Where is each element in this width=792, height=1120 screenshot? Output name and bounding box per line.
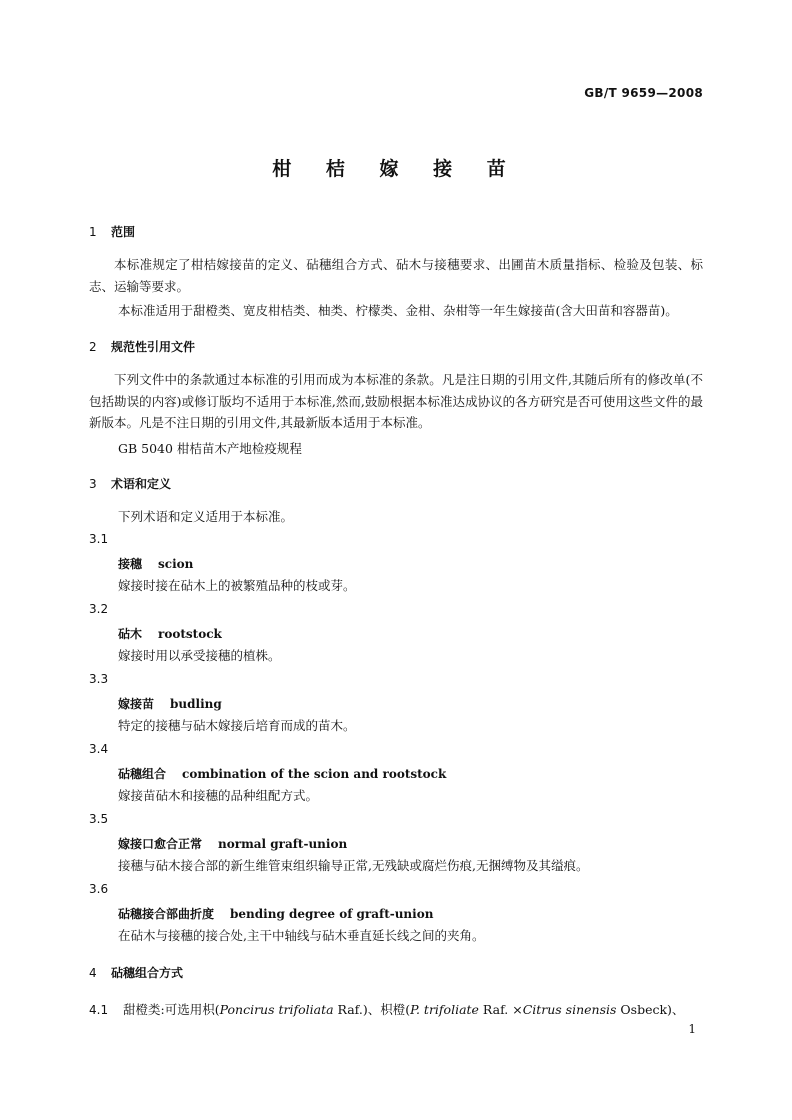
section-3-heading [89,475,171,492]
term-definition: 特定的接穗与砧木嫁接后培育而成的苗木。 [118,718,356,733]
latin-name: Citrus sinensis [522,1002,617,1017]
term-definition: 嫁接时接在砧木上的被繁殖品种的枝或芽。 [118,578,356,593]
clause-number: 3.1 [89,532,109,546]
section-4-heading [89,964,183,981]
section-title: 规范性引用文件 [111,340,196,354]
standard-number: GB/T 9659—2008 [584,86,703,100]
page-number: 1 [688,1022,696,1036]
clause-number: 3.4 [89,742,109,756]
term-definition: 在砧木与接穗的接合处,主干中轴线与砧木垂直延长线之间的夹角。 [118,928,485,943]
clause-number: 3.2 [89,602,109,616]
section-number: 1 [89,225,97,239]
term-en: normal graft-union [218,837,348,851]
term-en: bending degree of graft-union [230,907,434,921]
section-title: 范围 [111,225,136,239]
term-zh: 嫁接口愈合正常 [118,837,203,851]
term-definition: 嫁接苗砧木和接穗的品种组配方式。 [118,788,319,803]
clause-text: 甜橙类:可选用枳( [123,1002,220,1017]
paragraph: 本标准规定了柑桔嫁接苗的定义、砧穗组合方式、砧木与接穗要求、出圃苗木质量指标、检验及包装、标志、运输等要求。 [89,257,703,294]
section-number: 2 [89,340,97,354]
term-zh: 接穗 [118,557,143,571]
normative-reference: GB 5040 柑桔苗木产地检疫规程 [118,441,302,456]
term-en: rootstock [158,627,222,641]
clause-number: 3.5 [89,812,109,826]
latin-name: Poncirus trifoliata [219,1002,334,1017]
clause-text: Osbeck)、 [616,1002,685,1017]
section-2-heading [89,338,195,355]
paragraph: 下列术语和定义适用于本标准。 [118,509,294,524]
term-heading [118,695,222,712]
paragraph: 本标准适用于甜橙类、宽皮柑桔类、柚类、柠檬类、金柑、杂柑等一年生嫁接苗(含大田苗和容器苗)。 [118,303,678,318]
clause-4-1 [89,1000,684,1018]
term-zh: 嫁接苗 [118,697,155,711]
term-definition: 嫁接时用以承受接穗的植株。 [118,648,281,663]
term-heading [118,835,347,852]
document-title: 柑 桔 嫁 接 苗 [272,158,520,180]
term-definition: 接穗与砧木接合部的新生维管束组织输导正常,无残缺或腐烂伤痕,无捆缚物及其缢痕。 [118,858,589,873]
term-heading [118,625,222,642]
section-title: 术语和定义 [111,477,172,491]
paragraph: 下列文件中的条款通过本标准的引用而成为本标准的条款。凡是注日期的引用文件,其随后所有的修改单(不包括勘误的内容)或修订版均不适用于本标准,然而,鼓励根据本标准达成协议的各方研究是否可使用这些文件的最新版本。凡是不注日期的引用文件,其最新版本适用于本标准。 [89,372,703,430]
term-zh: 砧穗组合 [118,767,167,781]
term-zh: 砧穗接合部曲折度 [118,907,215,921]
term-en: scion [158,557,194,571]
clause-text: Raf. × [478,1002,523,1017]
term-heading [118,905,433,922]
clause-text: Raf.)、枳橙( [333,1002,411,1017]
term-heading [118,555,193,572]
term-heading [118,765,446,782]
latin-name: P. trifoliate [410,1002,479,1017]
term-en: combination of the scion and rootstock [182,767,447,781]
clause-number: 4.1 [89,1003,109,1017]
section-number: 3 [89,477,97,491]
clause-number: 3.3 [89,672,109,686]
term-en: budling [170,697,222,711]
section-number: 4 [89,966,97,980]
section-title: 砧穗组合方式 [111,966,184,980]
clause-number: 3.6 [89,882,109,896]
section-1-heading [89,223,135,240]
term-zh: 砧木 [118,627,143,641]
